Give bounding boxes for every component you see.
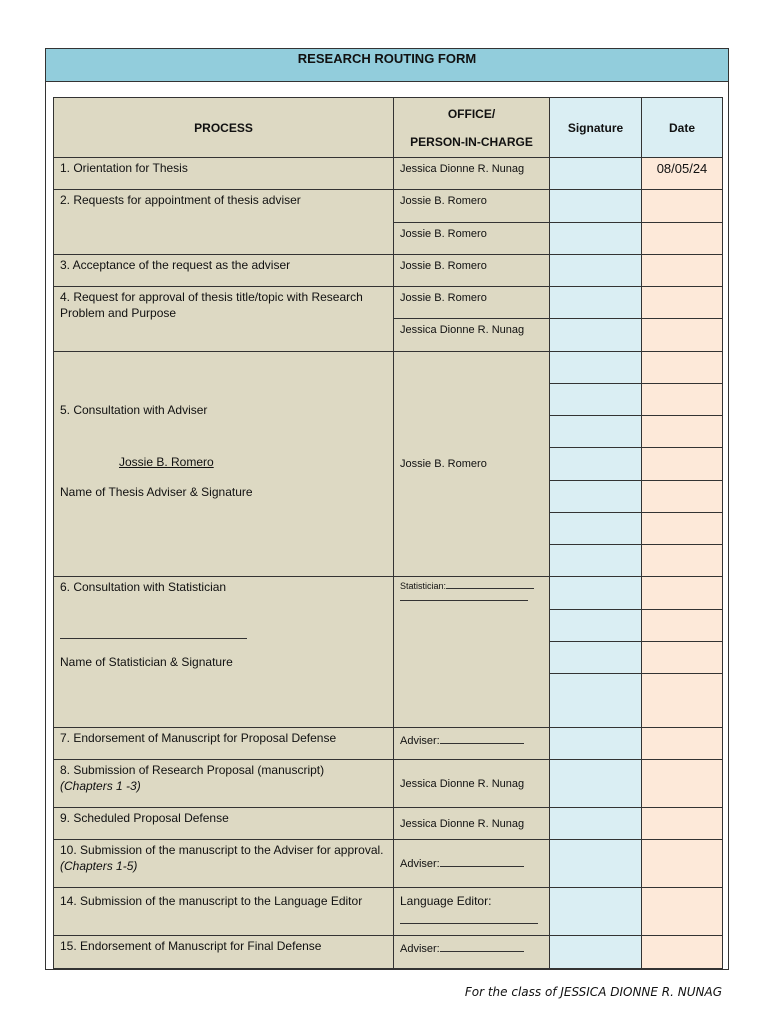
office-5-text: Jossie B. Romero	[400, 458, 487, 470]
statistician-caption: Name of Statistician & Signature	[60, 655, 233, 669]
signature-cell-6c[interactable]	[550, 642, 642, 674]
office-4a: Jossie B. Romero	[394, 287, 550, 319]
date-cell-2b[interactable]	[642, 223, 723, 255]
date-cell-15[interactable]	[642, 936, 723, 969]
date-cell-5a[interactable]	[642, 352, 723, 384]
signature-cell-8[interactable]	[550, 760, 642, 808]
date-cell-4a[interactable]	[642, 287, 723, 319]
adviser-name: Jossie B. Romero	[119, 455, 214, 469]
date-cell-4b[interactable]	[642, 319, 723, 352]
date-cell-9[interactable]	[642, 808, 723, 840]
office-2b: Jossie B. Romero	[394, 223, 550, 255]
signature-cell-6a[interactable]	[550, 577, 642, 610]
process-8-note: (Chapters 1 -3)	[60, 779, 141, 793]
header-office	[394, 98, 550, 158]
signature-cell-5d[interactable]	[550, 448, 642, 481]
signature-cell-2a[interactable]	[550, 190, 642, 223]
process-10-note: (Chapters 1-5)	[60, 859, 138, 873]
office-9: Jessica Dionne R. Nunag	[394, 808, 550, 840]
process-2: 2. Requests for appointment of thesis adviser	[54, 190, 394, 255]
process-6	[54, 577, 394, 728]
office-6-field	[400, 578, 543, 594]
office-10-label: Adviser:	[400, 857, 440, 870]
signature-cell-4b[interactable]	[550, 319, 642, 352]
process-3: 3. Acceptance of the request as the adviser	[54, 255, 394, 287]
date-cell-5c[interactable]	[642, 416, 723, 448]
statistician-input-line[interactable]	[446, 579, 534, 589]
process-7: 7. Endorsement of Manuscript for Proposal Defense	[54, 728, 394, 760]
date-cell-6d[interactable]	[642, 674, 723, 728]
signature-cell-3[interactable]	[550, 255, 642, 287]
adviser-caption: Name of Thesis Adviser & Signature	[60, 485, 253, 499]
office-5	[394, 352, 550, 577]
office-6	[394, 577, 550, 728]
signature-cell-5a[interactable]	[550, 352, 642, 384]
office-1: Jessica Dionne R. Nunag	[394, 158, 550, 190]
process-6-label: 6. Consultation with Statistician	[60, 580, 227, 594]
date-cell-3[interactable]	[642, 255, 723, 287]
office-15	[394, 936, 550, 969]
signature-cell-9[interactable]	[550, 808, 642, 840]
language-editor-input-line[interactable]	[400, 909, 538, 924]
signature-cell-10[interactable]	[550, 840, 642, 888]
header-office-line2: PERSON-IN-CHARGE	[410, 134, 533, 149]
adviser-input-line-15[interactable]	[440, 942, 524, 952]
header-signature: Signature	[550, 98, 642, 158]
signature-cell-2b[interactable]	[550, 223, 642, 255]
date-cell-2a[interactable]	[642, 190, 723, 223]
office-10	[394, 840, 550, 888]
date-cell-5f[interactable]	[642, 513, 723, 545]
signature-cell-5e[interactable]	[550, 481, 642, 513]
office-4b: Jessica Dionne R. Nunag	[394, 319, 550, 352]
footer-note: For the class of JESSICA DIONNE R. NUNAG	[464, 985, 722, 999]
signature-cell-7[interactable]	[550, 728, 642, 760]
form-title: RESEARCH ROUTING FORM	[46, 49, 728, 82]
header-process: PROCESS	[54, 98, 394, 158]
process-1: 1. Orientation for Thesis	[54, 158, 394, 190]
process-10-label: 10. Submission of the manuscript to the Adviser for approval.	[60, 843, 384, 857]
adviser-input-line-7[interactable]	[440, 734, 524, 744]
date-cell-6c[interactable]	[642, 642, 723, 674]
date-cell-5g[interactable]	[642, 545, 723, 577]
signature-cell-6b[interactable]	[550, 610, 642, 642]
date-cell-10[interactable]	[642, 840, 723, 888]
office-2a: Jossie B. Romero	[394, 190, 550, 223]
date-cell-6b[interactable]	[642, 610, 723, 642]
signature-cell-5c[interactable]	[550, 416, 642, 448]
office-14-label: Language Editor:	[400, 894, 492, 908]
process-5-label: 5. Consultation with Adviser	[60, 403, 208, 417]
date-cell-5d[interactable]	[642, 448, 723, 481]
date-cell-14[interactable]	[642, 888, 723, 936]
office-15-label: Adviser:	[400, 943, 440, 955]
signature-cell-5g[interactable]	[550, 545, 642, 577]
signature-cell-1[interactable]	[550, 158, 642, 190]
office-3: Jossie B. Romero	[394, 255, 550, 287]
signature-cell-6d[interactable]	[550, 674, 642, 728]
office-6-label: Statistician:	[400, 581, 447, 591]
signature-cell-5b[interactable]	[550, 384, 642, 416]
office-7-label: Adviser:	[400, 735, 440, 747]
office-8: Jessica Dionne R. Nunag	[394, 760, 550, 808]
statistician-input-line-2[interactable]	[400, 594, 528, 601]
office-7	[394, 728, 550, 760]
date-cell-6a[interactable]	[642, 577, 723, 610]
date-cell-1[interactable]: 08/05/24	[642, 158, 723, 190]
date-cell-5b[interactable]	[642, 384, 723, 416]
process-15: 15. Endorsement of Manuscript for Final Defense	[54, 936, 394, 969]
header-office-line1: OFFICE/	[447, 106, 496, 121]
process-5	[54, 352, 394, 577]
signature-cell-5f[interactable]	[550, 513, 642, 545]
process-9: 9. Scheduled Proposal Defense	[54, 808, 394, 840]
signature-cell-14[interactable]	[550, 888, 642, 936]
process-14: 14. Submission of the manuscript to the Language Editor	[54, 888, 394, 936]
date-cell-8[interactable]	[642, 760, 723, 808]
date-cell-7[interactable]	[642, 728, 723, 760]
process-4: 4. Request for approval of thesis title/topic with Research Problem and Purpose	[54, 287, 394, 352]
process-10	[54, 840, 394, 888]
office-14	[394, 888, 550, 936]
date-cell-5e[interactable]	[642, 481, 723, 513]
process-8	[54, 760, 394, 808]
signature-cell-4a[interactable]	[550, 287, 642, 319]
signature-cell-15[interactable]	[550, 936, 642, 969]
process-8-label: 8. Submission of Research Proposal (manuscript)	[60, 763, 325, 777]
statistician-signature-line	[60, 637, 247, 639]
adviser-input-line-10[interactable]	[440, 857, 524, 867]
routing-table	[53, 97, 723, 969]
header-date: Date	[642, 98, 723, 158]
